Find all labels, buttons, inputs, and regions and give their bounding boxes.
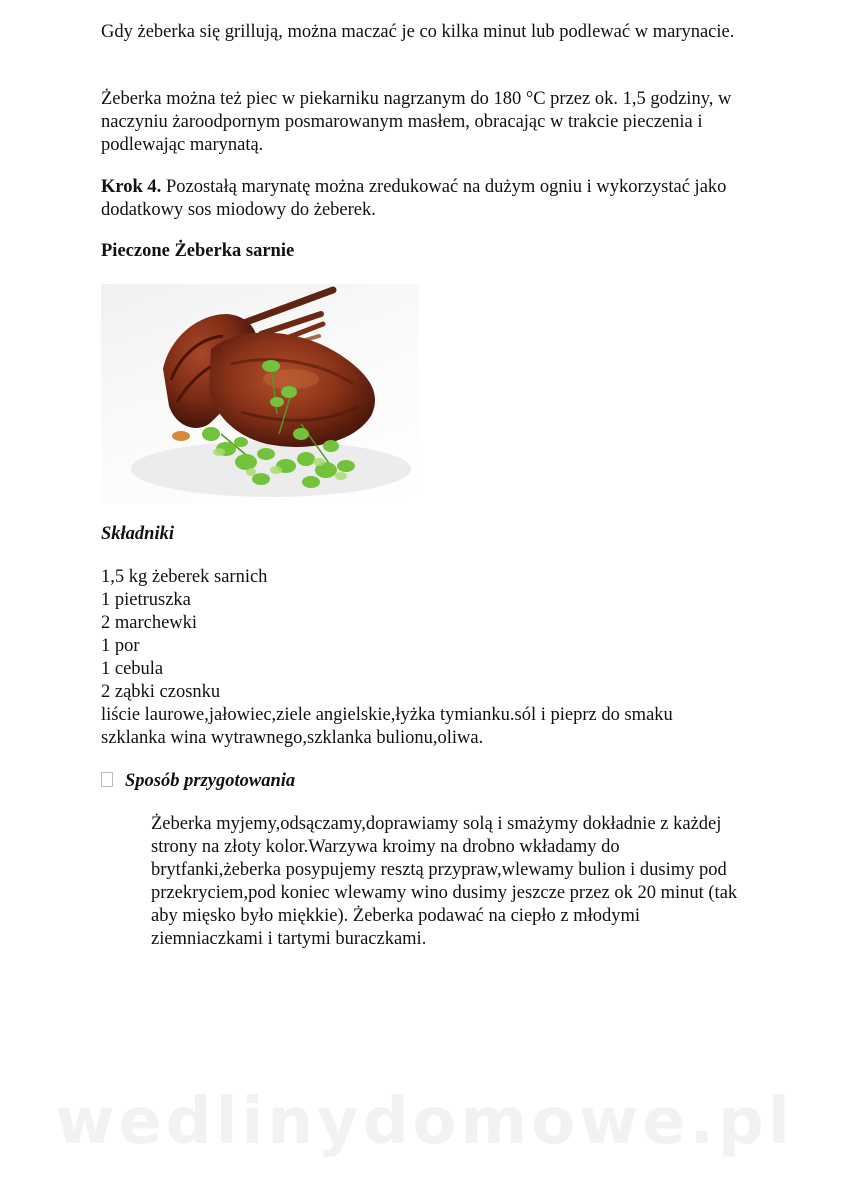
list-item: liście laurowe,jałowiec,ziele angielskie,łyżka tymianku.sól i pieprz do smaku [101,705,673,725]
list-item: 1 cebula [101,659,164,679]
step-4-text: Pozostałą marynatę można zredukować na dużym ogniu i wykorzystać jako dodatkowy sos miodowy do żeberek. [101,177,727,220]
ingredients-list [101,566,781,750]
list-item: 1,5 kg żeberek sarnich [101,567,268,587]
recipe-title: Pieczone Żeberka sarnie [101,241,295,261]
oven-note-paragraph: Żeberka można też piec w piekarniku nagrzanym do 180 °C przez ok. 1,5 godziny, w naczyniu żaroodpornym posmarowanym masłem, obracając w trakcie pieczenia i podlewając marynatą. [101,89,732,155]
grill-note-paragraph: Gdy żeberka się grillują, można maczać je co kilka minut lub podlewać w marynacie. [101,22,735,42]
method-heading-label: Sposób przygotowania [125,771,296,791]
bullet-box-icon [101,772,113,787]
step-4-label: Krok 4. [101,177,162,197]
list-item: 1 pietruszka [101,590,191,610]
method-heading [101,771,295,792]
list-item: 2 marchewki [101,613,198,633]
method-paragraph: Żeberka myjemy,odsączamy,doprawiamy solą i smażymy dokładnie z każdej strony na złoty kolor.Warzywa kroimy na drobno wkładamy do brytfanki,żeberka posypujemy resztą przypraw,wlewamy bulion i dusimy pod przekryciem,pod koniec wlewamy wino dusimy jeszcze przez ok 20 minut (tak aby mięsko było miękkie). Żeberka podawać na ciepło z młodymi ziemniaczkami i tartymi buraczkami. [151,814,738,949]
roasted-venison-ribs-photo [101,284,419,503]
list-item: 1 por [101,636,140,656]
watermark: wedlinydomowe.pl [55,1085,794,1159]
list-item: szklanka wina wytrawnego,szklanka bulionu,oliwa. [101,728,484,748]
step-4-paragraph [101,176,781,222]
list-item: 2 ząbki czosnku [101,682,221,702]
ingredients-heading: Składniki [101,524,174,544]
